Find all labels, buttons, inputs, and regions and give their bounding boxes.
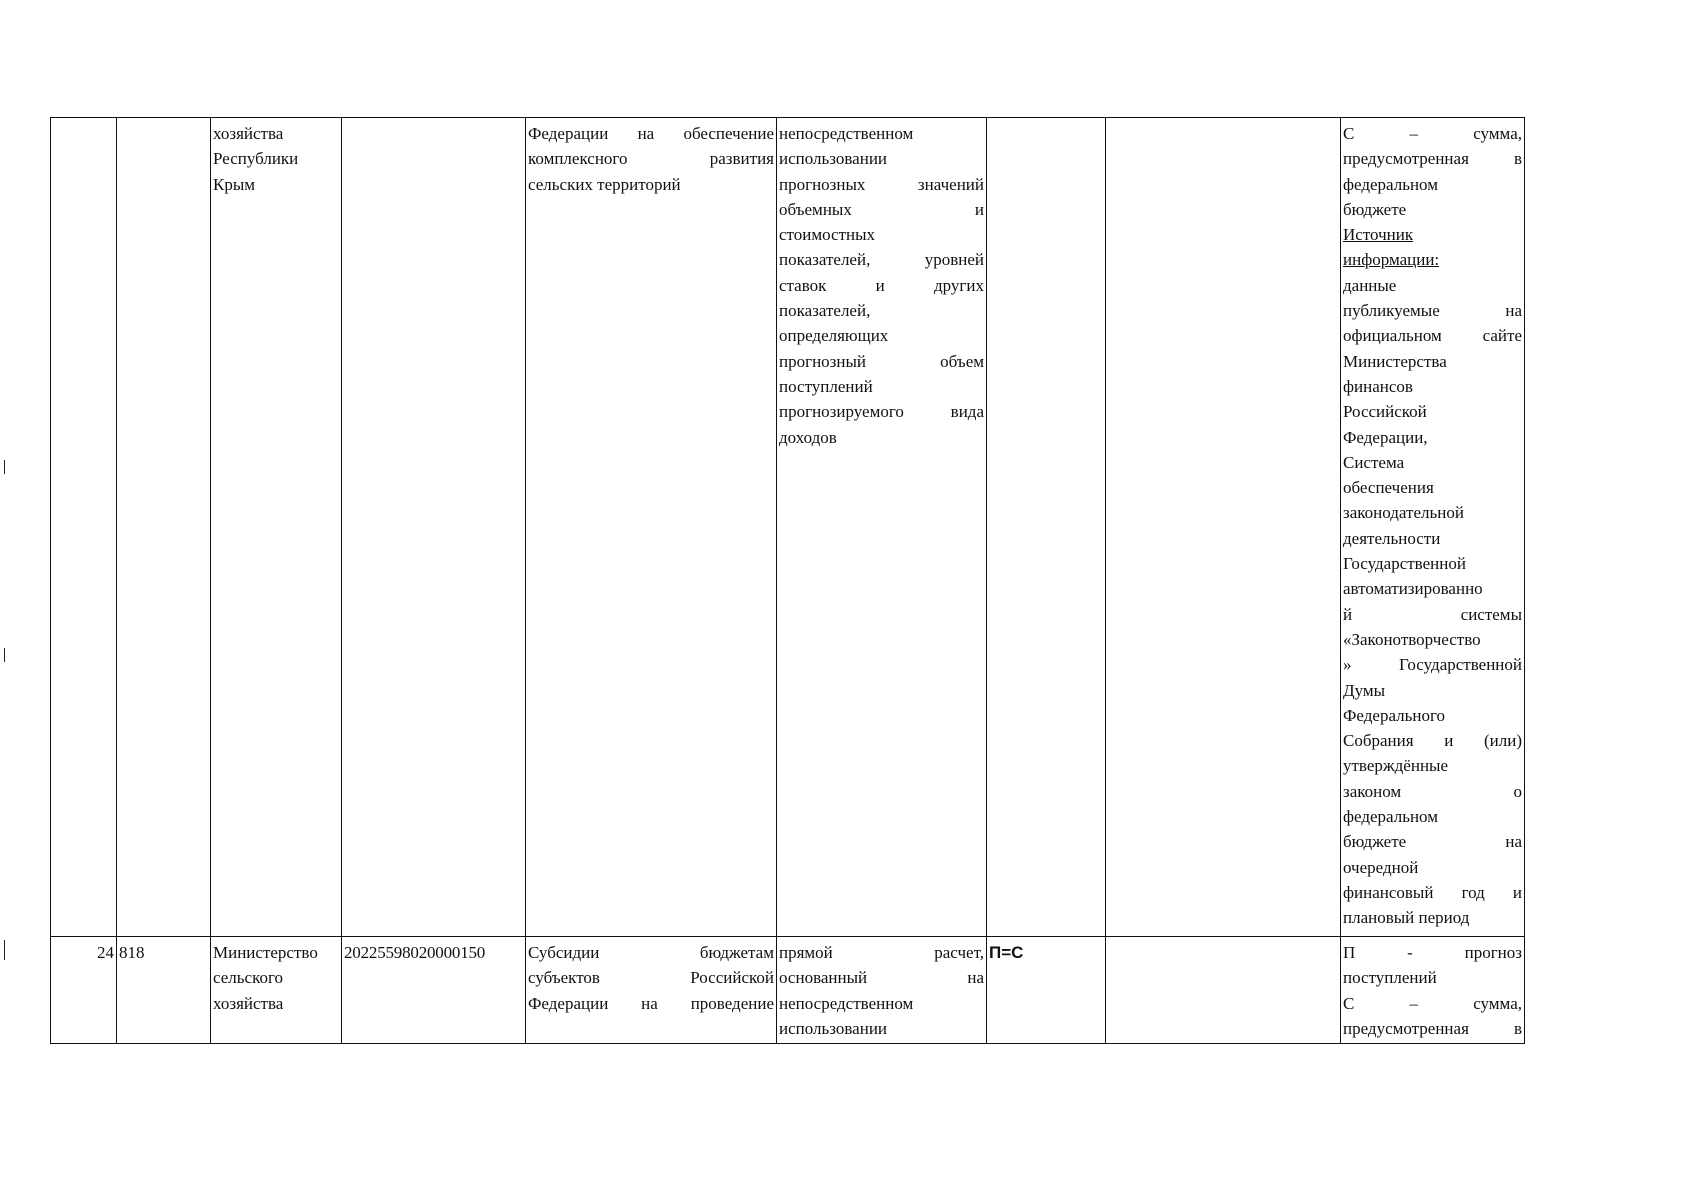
forecast-method-cell: прямой расчет, основанный на непосредственном использовании: [777, 937, 987, 1044]
ministry-cell: хозяйства Республики Крым: [211, 118, 342, 937]
source-label: Источник: [1343, 225, 1414, 245]
kbk-cell: [342, 118, 526, 937]
source-label: информации:: [1343, 250, 1440, 270]
row-number-cell: 24: [51, 937, 117, 1044]
indicator-description-cell: С – сумма, предусмотренная в федеральном бюджете Источник информации: данные публикуемые на официальном сайте Министерства финансов Российской Федерации, Система обеспечения законодательной деятельности Государственной автоматизированно й системы «Законотворчество » Государственной Думы Федерального Собрания и (или) утверждённые законом о федеральном бюджете на очередной финансовый год и плановый период: [1341, 118, 1525, 937]
admin-code-cell: [117, 118, 211, 937]
row-number-cell: [51, 118, 117, 937]
forecast-method-cell: непосредственном использовании прогнозных значений объемных и стоимостных показателей, уровней ставок и других показателей, определяющих прогнозный объем поступлений прогнозируемого вида доходов: [777, 118, 987, 937]
table-row: [51, 937, 1525, 1044]
scan-artifact-mark: [4, 460, 5, 474]
kbk-cell: 20225598020000150: [342, 937, 526, 1044]
table-row: [51, 118, 1525, 937]
algorithm-cell: [1106, 118, 1341, 937]
scan-artifact-mark: [4, 648, 5, 662]
formula-cell: П=С: [987, 937, 1106, 1044]
formula-cell: [987, 118, 1106, 937]
scan-artifact-mark: [4, 940, 5, 960]
indicator-description-cell: П - прогноз поступлений С – сумма, предусмотренная в: [1341, 937, 1525, 1044]
revenue-forecast-table: [50, 117, 1525, 1044]
admin-code-cell: 818: [117, 937, 211, 1044]
algorithm-cell: [1106, 937, 1341, 1044]
revenue-name-cell: Субсидии бюджетам субъектов Российской Федерации на проведение: [526, 937, 777, 1044]
revenue-name-cell: Федерации на обеспечение комплексного развития сельских территорий: [526, 118, 777, 937]
ministry-cell: Министерство сельского хозяйства: [211, 937, 342, 1044]
